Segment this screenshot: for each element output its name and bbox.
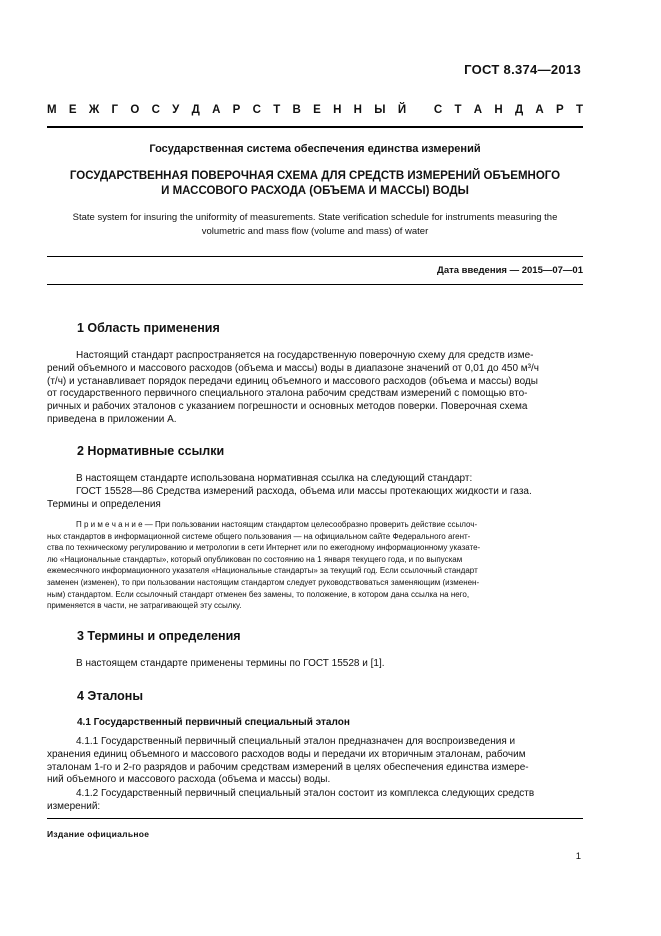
banner-letter: Р: [556, 104, 564, 116]
banner-letter: С: [252, 104, 261, 116]
banner-letter: В: [292, 104, 301, 116]
banner-letter: О: [130, 104, 140, 116]
title-rule-bottom: [47, 284, 583, 285]
banner-letter: М: [47, 104, 57, 116]
banner-letter: Т: [273, 104, 281, 116]
text-line: Настоящий стандарт распространяется на государственную поверочную схему для средств изме-: [76, 350, 534, 361]
note-line: П р и м е ч а н и е — При пользовании настоящим стандартом целесообразно проверить действие ссылоч-: [76, 520, 478, 529]
note-line: ства по техническому регулированию и метрологии в сети Интернет или по ежегодному информационному указате-: [47, 543, 481, 553]
text-line: В настоящем стандарте использована нормативная ссылка на следующий стандарт:: [76, 473, 473, 484]
text-line: рений объемного и массового расходов (объема и массы) воды в диапазоне значений от 0,01 до 450 м³/ч: [47, 362, 539, 374]
section-1-paragraph: [47, 350, 584, 427]
banner-letter: Д: [191, 104, 200, 116]
banner-letter: Ы: [374, 104, 386, 116]
banner-letter: Й: [397, 104, 407, 116]
system-title: Государственная система обеспечения единства измерений: [149, 143, 481, 155]
banner-gap: [418, 104, 421, 116]
banner-letter: Т: [454, 104, 462, 116]
text-line: измерений:: [47, 800, 101, 812]
section-3-paragraph: [76, 658, 584, 671]
text-line: 4.1.1 Государственный первичный специальный эталон предназначен для воспроизведения и: [76, 736, 516, 747]
note-line: ным) стандартом. Если ссылочный стандарт отменен без замены, то положение, в котором дана ссылка на него,: [47, 589, 470, 599]
banner-letter: Н: [353, 104, 362, 116]
english-title: [47, 211, 583, 239]
section-3-heading: 3 Термины и определения: [77, 629, 241, 643]
section-2-note: [47, 519, 584, 612]
introduction-date: Дата введения — 2015—07—01: [437, 265, 583, 276]
section-2-paragraph: [47, 473, 584, 511]
banner-letter: Н: [494, 104, 503, 116]
note-line: лю «Национальные стандарты», который опубликован по состоянию на 1 января текущего года, и по выпускам: [47, 554, 463, 564]
english-title-line: State system for insuring the uniformity of measurements. State verification schedule for instruments measuring the: [72, 212, 558, 223]
banner-letter: С: [151, 104, 160, 116]
text-line: от государственного первичного специального эталона рабочим средствам измерений с помощью вто-: [47, 388, 528, 400]
banner-letter: Е: [313, 104, 321, 116]
paragraph-4-1-2: [47, 788, 584, 814]
text-line: эталонам 1-го и 2-го разрядов и рабочим средствам измерений в целях обеспечения единства измере-: [47, 761, 529, 773]
official-edition-label: Издание официальное: [47, 829, 150, 839]
title-rule-top: [47, 256, 583, 257]
banner-letter: Д: [514, 104, 524, 116]
banner-letter: А: [212, 104, 221, 116]
note-line: ежемесячного информационного указателя «Национальные стандарты» за текущий год. Если ссылочный стандарт: [47, 566, 478, 576]
banner-letter: А: [473, 104, 483, 116]
text-line: В настоящем стандарте применены термины по ГОСТ 15528 и [1].: [76, 658, 385, 669]
banner-letter: А: [535, 104, 544, 116]
section-1-heading: 1 Область применения: [77, 321, 220, 335]
subsection-4-1-heading: 4.1 Государственный первичный специальный эталон: [77, 717, 350, 728]
banner-letter: С: [433, 104, 443, 116]
section-2-heading: 2 Нормативные ссылки: [77, 444, 225, 458]
section-4-heading: 4 Эталоны: [77, 689, 144, 703]
text-line: 4.1.2 Государственный первичный специальный эталон состоит из комплекса следующих средств: [76, 788, 535, 799]
banner-letter: Р: [232, 104, 241, 116]
text-line: приведена в приложении А.: [47, 413, 177, 425]
title-line: ГОСУДАРСТВЕННАЯ ПОВЕРОЧНАЯ СХЕМА ДЛЯ СРЕДСТВ ИЗМЕРЕНИЙ ОБЪЕМНОГО: [69, 170, 561, 182]
text-line: ричных и рабочих эталонов с указанием погрешности и основных методов поверки. Поверочная схема: [47, 401, 528, 413]
text-line: ний объемного и массового расхода (объема и массы) воды.: [47, 774, 331, 786]
text-line: (т/ч) и устанавливает порядок передачи единиц объемного и массового расходов (объема и массы) воды: [47, 375, 538, 387]
footer-rule: [47, 818, 583, 819]
banner-letter: Г: [111, 104, 119, 116]
document-title: [47, 169, 583, 199]
interstate-standard-banner: [47, 104, 583, 116]
banner-letter: Е: [68, 104, 77, 116]
paragraph-4-1-1: [47, 736, 584, 787]
note-line: заменен (изменен), то при пользовании настоящим стандартом следует руководствоваться заменяющим (изменен-: [47, 577, 480, 587]
standard-number: ГОСТ 8.374—2013: [464, 62, 581, 77]
page-number: 1: [575, 851, 581, 862]
banner-letter: Н: [333, 104, 342, 116]
banner-letter: Ж: [88, 104, 100, 116]
header-rule: [47, 126, 583, 128]
banner-letter: Т: [575, 104, 583, 116]
text-line: Термины и определения: [47, 498, 161, 510]
title-line: И МАССОВОГО РАСХОДА (ОБЪЕМА И МАССЫ) ВОДЫ: [161, 185, 469, 197]
banner-letter: У: [172, 104, 180, 116]
note-line: применяется в части, не затрагивающей эту ссылку.: [47, 601, 242, 611]
english-title-line: volumetric and mass flow (volume and mass) of water: [201, 226, 429, 237]
note-line: ных стандартов в информационной системе общего пользования — на официальном сайте Федерального агент-: [47, 531, 471, 541]
text-line: ГОСТ 15528—86 Средства измерений расхода, объема или массы протекающих жидкости и газа.: [76, 485, 532, 497]
text-line: хранения единиц объемного и массового расходов воды и передачи их вторичным эталонам, рабочим: [47, 748, 526, 760]
